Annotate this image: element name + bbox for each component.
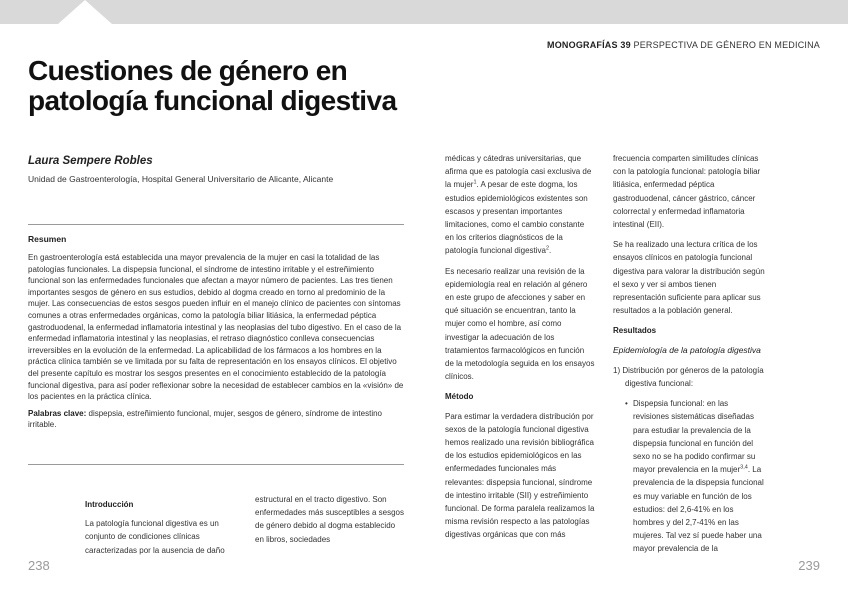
keywords-text: dispepsia, estreñimiento funcional, mujer, sesgos de género, síndrome de intestino irritable. xyxy=(28,408,382,430)
author-affiliation: Unidad de Gastroenterología, Hospital General Universitario de Alicante, Alicante xyxy=(28,174,334,184)
results-subheading: Epidemiología de la patología digestiva xyxy=(613,344,761,355)
column-2-paragraph: estructural en el tracto digestivo. Son enfermedades más susceptibles a sesgos de género debido al dogma establecido en libros, sociedades xyxy=(255,495,404,544)
article-title: Cuestiones de género en patología funcional digestiva xyxy=(28,55,397,116)
author-name: Laura Sempere Robles xyxy=(28,155,153,167)
column-2 xyxy=(255,493,405,553)
column-3-paragraph-2: Es necesario realizar una revisión de la epidemiología real en relación al género en este grupo de afecciones y saber en qué situación se encuentran, tanto la mujer como el hombre, así como investigar la adecuación de los tratamientos farmacológicos en función de la metodología seguida en los ensayos clínicos. xyxy=(445,266,595,382)
header-band xyxy=(0,0,848,24)
reference-2: 2 xyxy=(545,245,550,252)
intro-paragraph: La patología funcional digestiva es un conjunto de condiciones clínicas caracterizadas por la ausencia de daño xyxy=(85,519,225,555)
column-4 xyxy=(613,152,765,563)
keywords-label: Palabras clave: xyxy=(28,408,87,418)
results-heading: Resultados xyxy=(613,326,657,336)
column-3-paragraph-1: médicas y cátedras universitarias, que afirma que es patología casi exclusiva de la mujer$^1$. A pesar de este dogma, los estudios epidemiológicos existentes son escasos y presentan importantes limitaciones, como el cambio constante en los criterios diagnósticos de la patología funcional digestiva$^2$. xyxy=(445,154,592,256)
page-number-right: 239 xyxy=(798,558,820,573)
running-head xyxy=(547,40,820,50)
section-label: PERSPECTIVA DE GÉNERO EN MEDICINA xyxy=(633,40,820,50)
column-4-paragraph-1: frecuencia comparten similitudes clínicas con la patología funcional: patología biliar litiásica, enfermedad péptica gastroduodenal, cáncer gástrico, cáncer colorrectal y enfermedad inflamatoria intestinal (EII). xyxy=(613,154,761,230)
page-number-left: 238 xyxy=(28,558,50,573)
abstract-top-rule xyxy=(28,224,404,225)
list-item: 1) Distribución por géneros de la patología digestiva funcional: xyxy=(613,365,764,389)
abstract-body: En gastroenterología está establecida una mayor prevalencia de la mujer en casi la totalidad de las patologías funcionales. La dispepsia funcional, el síndrome de intestino irritable y el estreñimiento funcional son las enfermedades funcionales que afectan a mayor número de pacientes. Las tres tienen importantes sesgos de género en sus estudios, debido al dogma creado en torno al predominio de la mujer. Las consecuencias de estos sesgos pueden influir en el manejo clínico de pacientes con síntomas comunes a otras enfermedades orgánicas, como la patología biliar litiásica, la enfermedad péptica gastroduodenal, la enfermedad inflamatoria intestinal y las neoplasias del tubo digestivo. En el caso de la enfermedad inflamatoria intestinal y las neoplasias, el retraso diagnóstico conlleva consecuencias irreversibles en la evolución de la enfermedad. La aplicabilidad de los fármacos a los hombres en la práctica clínica también se ve limitada por su falta de representación en los ensayos clínicos. El objetivo del presente capítulo es mostrar los sesgos presentes en el conocimiento establecido de la patología funcional digestiva, para así poder reflexionar sobre la necesidad de establecer cambios en la «visión» de los pacientes en la práctica clínica. xyxy=(28,253,404,402)
series-label: MONOGRAFÍAS 39 xyxy=(547,40,631,50)
abstract-box xyxy=(28,234,404,431)
reference-1: 1 xyxy=(473,179,477,186)
column-4-paragraph-2: Se ha realizado una lectura crítica de los ensayos clínicos en patología funcional digestiva para valorar la distribución según el sexo y ver si ambos tienen representación suficiente para aplicar sus resultados a la población general. xyxy=(613,240,765,316)
column-1 xyxy=(85,493,235,564)
method-paragraph: Para estimar la verdadera distribución por sexos de la patología funcional digestiva hemos realizado una revisión bibliográfica de los estudios epidemiológicos en las enfermedades funcionales más relevantes: dispepsia funcional, síndrome de intestino irritable (SII) y estreñimiento funcional. De forma paralela realizamos la misma revisión respecto a las patologías digestivas orgánicas que con más xyxy=(445,411,595,540)
header-tab-notch xyxy=(58,0,112,24)
bullet-item: • Dispepsia funcional: en las revisiones sistemáticas diseñadas para estudiar la prevalencia de la dispepsia funcional en función del sexo no se ha podido confirmar su mayor prevalencia en la mujer$^{3,4}$. La prevalencia de la dispepsia funcional es muy variable en función de los estudios: del 2,6-41% en los hombres y del 2,7-41% en las mujeres. Tal vez sí puede haber una mayor prevalencia de la xyxy=(625,399,764,554)
method-heading: Método xyxy=(445,392,474,402)
abstract-heading: Resumen xyxy=(28,234,67,244)
keywords xyxy=(28,408,404,431)
bullet-icon: • xyxy=(625,399,628,409)
abstract-bottom-rule xyxy=(28,464,404,465)
column-3 xyxy=(445,152,595,549)
intro-heading: Introducción xyxy=(85,500,134,509)
reference-3-4: 3,4 xyxy=(740,464,748,471)
